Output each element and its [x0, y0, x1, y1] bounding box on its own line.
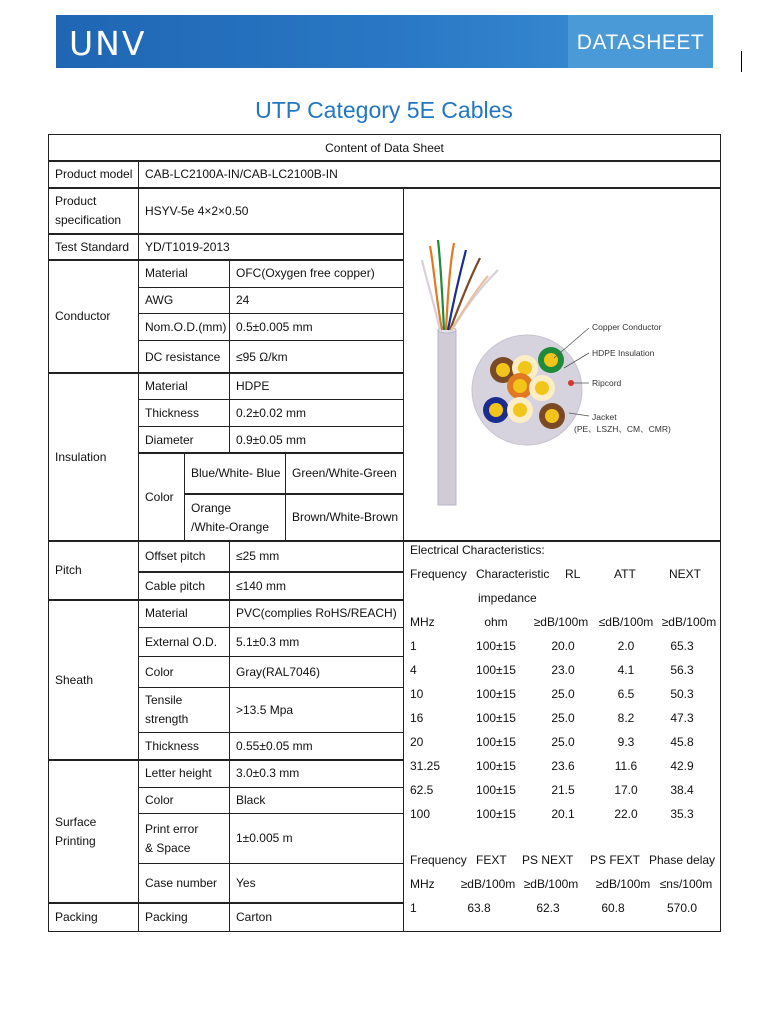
electrical-cell-value: 100: [410, 807, 431, 821]
sheath-label: Sheath: [48, 599, 139, 761]
electrical-cell-value: 22.0: [614, 807, 638, 821]
electrical-cell-value: 100±15: [476, 639, 516, 653]
color-green: Green/White-Green: [285, 452, 404, 495]
pitch-label: Pitch: [48, 540, 139, 601]
sheath-key-line-1: Tensile: [145, 693, 183, 707]
electrical-subheader: impedance: [478, 591, 537, 605]
label-copper-conductor: Copper Conductor: [592, 322, 662, 332]
sheath-value: Gray(RAL7046): [229, 656, 404, 688]
page-title: UTP Category 5E Cables: [255, 97, 513, 123]
pitch-value: ≤140 mm: [229, 571, 404, 601]
sheath-value: PVC(complies RoHS/REACH): [229, 599, 404, 628]
electrical-header: ATT: [614, 567, 636, 581]
conductor-value: OFC(Oxygen free copper): [229, 259, 404, 288]
insulation-value: HDPE: [229, 372, 404, 400]
pitch-key: Offset pitch: [138, 540, 230, 573]
twisted-wires: [422, 240, 498, 330]
surface-value: Black: [229, 787, 404, 814]
pitch-key: Cable pitch: [138, 571, 230, 601]
electrical-header-2: PS FEXT: [590, 853, 641, 867]
pitch-value: ≤25 mm: [229, 540, 404, 573]
electrical-cell-value-2: 60.8: [601, 901, 625, 915]
electrical-cell-value: 8.2: [617, 711, 635, 725]
electrical-cell-value: 23.6: [551, 759, 575, 773]
sheath-value: 0.55±0.05 mm: [229, 732, 404, 761]
surface-key-line-2: & Space: [145, 840, 191, 855]
electrical-unit-2: ≤ns/100m: [659, 877, 713, 891]
cable-jacket-strand: [438, 330, 456, 505]
product-spec-label-text: [55, 192, 121, 230]
insulation-label: Insulation: [48, 372, 139, 542]
conductor-value: 0.5±0.005 mm: [229, 313, 404, 341]
electrical-cell-value: 56.3: [670, 663, 694, 677]
test-standard-value: YD/T1019-2013: [138, 233, 404, 261]
surface-label-line-2: Printing: [55, 833, 96, 848]
surface-value: 1±0.005 m: [229, 813, 404, 864]
electrical-cell-value: 23.0: [551, 663, 575, 677]
product-model-value: CAB-LC2100A-IN/CAB-LC2100B-IN: [138, 160, 721, 189]
label-jacket-types: (PE、LSZH、CM、CMR): [574, 424, 671, 434]
electrical-cell-value: 11.6: [614, 759, 638, 773]
electrical-cell-value: 20: [410, 735, 424, 749]
electrical-header: RL: [565, 567, 581, 581]
electrical-cell-value: 35.3: [670, 807, 694, 821]
electrical-cell-value: 25.0: [551, 735, 575, 749]
label-hdpe-insulation: HDPE Insulation: [592, 348, 655, 358]
electrical-cell-value: 25.0: [551, 687, 575, 701]
surface-value: Yes: [229, 863, 404, 904]
label-jacket: Jacket: [592, 412, 617, 422]
electrical-unit-2: ≥dB/100m: [523, 877, 579, 891]
electrical-unit: ≥dB/100m: [533, 615, 589, 629]
sheath-key: Thickness: [138, 732, 230, 761]
electrical-header-2: FEXT: [476, 853, 507, 867]
sheath-value: >13.5 Mpa: [229, 687, 404, 733]
electrical-cell-value: 100±15: [476, 783, 516, 797]
electrical-cell-value: 65.3: [670, 639, 694, 653]
product-model-label: Product model: [48, 160, 139, 189]
product-spec-value: HSYV-5e 4×2×0.50: [138, 187, 404, 235]
electrical-cell-value-2: 1: [410, 901, 417, 915]
conductor-value: ≤95 Ω/km: [229, 340, 404, 374]
electrical-header-2: PS NEXT: [522, 853, 574, 867]
cable-illustration: [404, 188, 710, 540]
electrical-unit-2: ≥dB/100m: [460, 877, 516, 891]
electrical-unit-2: MHz: [410, 877, 435, 891]
surface-key: Color: [138, 787, 230, 814]
electrical-cell-value: 31.25: [410, 759, 441, 773]
color-orange-line-1: Orange: [191, 500, 232, 515]
conductor-key: Material: [138, 259, 230, 288]
electrical-cell-value: 100±15: [476, 687, 516, 701]
surface-key: Letter height: [138, 759, 230, 788]
electrical-cell-value: 17.0: [614, 783, 638, 797]
sheath-key: Material: [138, 599, 230, 628]
electrical-cell-value: 25.0: [551, 711, 575, 725]
insulation-value: 0.2±0.02 mm: [229, 399, 404, 427]
conductor-key: AWG: [138, 287, 230, 314]
electrical-heading: Electrical Characteristics:: [410, 543, 545, 557]
packing-value: Carton: [229, 902, 404, 932]
electrical-cell-value: 100±15: [476, 807, 516, 821]
surface-key-line-1: Print error: [145, 821, 199, 836]
electrical-cell-value-2: 62.3: [536, 901, 560, 915]
sheath-key: External O.D.: [138, 627, 230, 657]
color-orange: [184, 493, 286, 542]
color-blue: Blue/White- Blue: [184, 452, 286, 495]
electrical-unit: ohm: [484, 615, 508, 629]
product-spec-label-line-2: specification: [55, 213, 122, 227]
insulation-key: Material: [138, 372, 230, 400]
electrical-unit-2: ≥dB/100m: [595, 877, 651, 891]
sheath-key-line-2: strength: [145, 712, 189, 726]
color-orange-text: [191, 499, 269, 537]
electrical-cell-value: 4: [410, 663, 417, 677]
electrical-cell-value: 21.5: [551, 783, 575, 797]
conductor-label: Conductor: [48, 259, 139, 374]
brand-logo: UNV: [69, 24, 147, 63]
surface-value: 3.0±0.3 mm: [229, 759, 404, 788]
electrical-cell-value: 16: [410, 711, 424, 725]
electrical-cell-value: 42.9: [670, 759, 694, 773]
electrical-header-2: Phase delay: [649, 853, 716, 867]
electrical-cell-value: 2.0: [617, 639, 635, 653]
table-caption: Content of Data Sheet: [48, 134, 721, 162]
electrical-cell-value: 38.4: [670, 783, 694, 797]
electrical-cell-value: 47.3: [670, 711, 694, 725]
surface-key: Case number: [138, 863, 230, 904]
conductor-key: Nom.O.D.(mm): [138, 313, 230, 341]
electrical-header: Characteristic: [476, 567, 550, 581]
product-spec-label-line-1: Product: [55, 194, 97, 208]
electrical-cell-value-2: 63.8: [467, 901, 491, 915]
electrical-cell-value-2: 570.0: [666, 901, 698, 915]
electrical-cell-value: 6.5: [617, 687, 635, 701]
surface-key: [138, 813, 230, 864]
electrical-unit: MHz: [410, 615, 435, 629]
surface-label: [48, 759, 139, 904]
packing-key: Packing: [138, 902, 230, 932]
electrical-cell-value: 50.3: [670, 687, 694, 701]
insulation-key: Diameter: [138, 426, 230, 454]
insulation-key: Thickness: [138, 399, 230, 427]
color-orange-line-2: /White-Orange: [191, 519, 270, 534]
packing-label: Packing: [48, 902, 139, 932]
electrical-cell-value: 100±15: [476, 711, 516, 725]
sheath-value: 5.1±0.3 mm: [229, 627, 404, 657]
electrical-cell-value: 1: [410, 639, 417, 653]
electrical-cell-value: 62.5: [410, 783, 434, 797]
test-standard-label: Test Standard: [48, 233, 139, 261]
surface-key-text: [145, 820, 198, 858]
electrical-cell-value: 100±15: [476, 663, 516, 677]
sheath-key: Color: [138, 656, 230, 688]
surface-label-text: [55, 813, 96, 851]
label-ripcord: Ripcord: [592, 378, 622, 388]
electrical-header: Frequency: [410, 567, 467, 581]
sheath-key: [138, 687, 230, 733]
color-brown: Brown/White-Brown: [285, 493, 404, 542]
sheath-key-text: [145, 691, 188, 729]
electrical-cell-value: 100±15: [476, 759, 516, 773]
electrical-cell-value: 9.3: [617, 735, 635, 749]
electrical-unit: ≥dB/100m: [661, 615, 717, 629]
surface-label-line-1: Surface: [55, 814, 97, 829]
electrical-cell-value: 100±15: [476, 735, 516, 749]
electrical-cell-value: 10: [410, 687, 424, 701]
datasheet-label: DATASHEET: [568, 15, 713, 68]
conductor-value: 24: [229, 287, 404, 314]
text-cursor: [741, 51, 742, 72]
electrical-cell-value: 45.8: [670, 735, 694, 749]
electrical-header-2: Frequency: [410, 853, 467, 867]
electrical-cell-value: 20.0: [551, 639, 575, 653]
electrical-cell-value: 20.1: [551, 807, 575, 821]
header-banner: [56, 15, 713, 68]
insulation-color-label: Color: [138, 452, 185, 542]
insulation-value: 0.9±0.05 mm: [229, 426, 404, 454]
product-spec-label: [48, 187, 139, 235]
electrical-unit: ≤dB/100m: [598, 615, 654, 629]
electrical-cell-value: 4.1: [617, 663, 635, 677]
electrical-header: NEXT: [669, 567, 702, 581]
conductor-key: DC resistance: [138, 340, 230, 374]
